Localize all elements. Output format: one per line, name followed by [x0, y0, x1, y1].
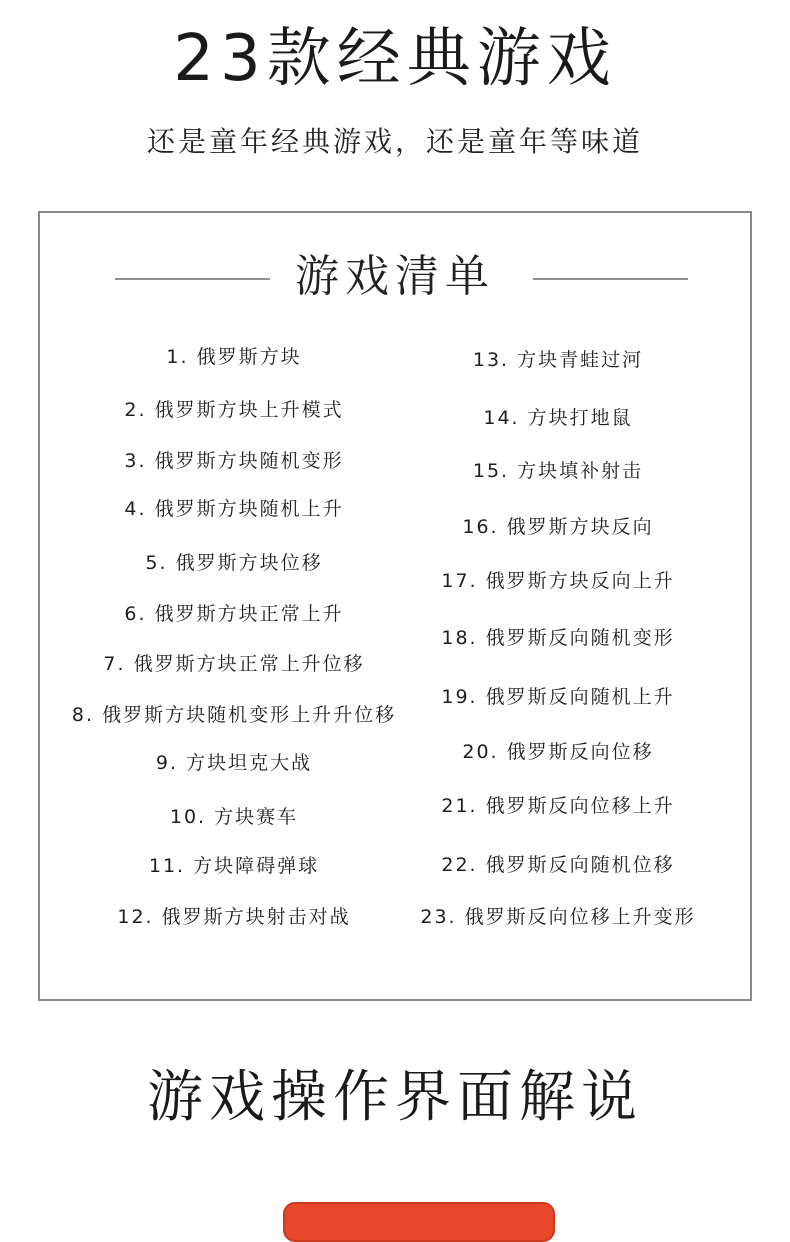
game-list-item: 8. 俄罗斯方块随机变形上升升位移 — [71, 704, 397, 726]
game-list-item: 15. 方块填补射击 — [472, 460, 644, 482]
game-list-item: 16. 俄罗斯方块反向 — [462, 516, 654, 538]
game-list-item: 6. 俄罗斯方块正常上升 — [124, 603, 344, 625]
game-list-item: 11. 方块障碍弹球 — [148, 855, 320, 877]
page-title: 23款经典游戏 — [173, 22, 617, 96]
game-list-item: 19. 俄罗斯反向随机上升 — [441, 686, 675, 708]
page-subtitle: 还是童年经典游戏，还是童年等味道 — [146, 125, 643, 158]
game-list-item: 5. 俄罗斯方块位移 — [145, 552, 323, 574]
game-list-item: 21. 俄罗斯反向位移上升 — [441, 795, 675, 817]
heading-divider-right — [533, 278, 688, 280]
section-title: 游戏操作界面解说 — [147, 1065, 643, 1130]
game-list-item: 1. 俄罗斯方块 — [166, 346, 302, 368]
game-list-item: 18. 俄罗斯反向随机变形 — [441, 627, 675, 649]
game-list-item: 7. 俄罗斯方块正常上升位移 — [103, 653, 365, 675]
device-preview-top — [283, 1202, 555, 1242]
game-list-item: 14. 方块打地鼠 — [483, 407, 633, 429]
game-list-item: 20. 俄罗斯反向位移 — [462, 741, 654, 763]
game-list-item: 3. 俄罗斯方块随机变形 — [124, 450, 344, 472]
game-list-item: 17. 俄罗斯方块反向上升 — [441, 570, 675, 592]
game-list-item: 10. 方块赛车 — [169, 806, 299, 828]
game-list-item: 22. 俄罗斯反向随机位移 — [441, 854, 675, 876]
game-list-item: 13. 方块青蛙过河 — [472, 349, 644, 371]
game-list-item: 12. 俄罗斯方块射击对战 — [117, 906, 351, 928]
game-list-item: 9. 方块坦克大战 — [155, 752, 313, 774]
game-list-item: 23. 俄罗斯反向位移上升变形 — [420, 906, 696, 928]
game-list-item: 4. 俄罗斯方块随机上升 — [124, 498, 344, 520]
game-list-heading: 游戏清单 — [295, 251, 495, 302]
game-list-item: 2. 俄罗斯方块上升模式 — [124, 399, 344, 421]
